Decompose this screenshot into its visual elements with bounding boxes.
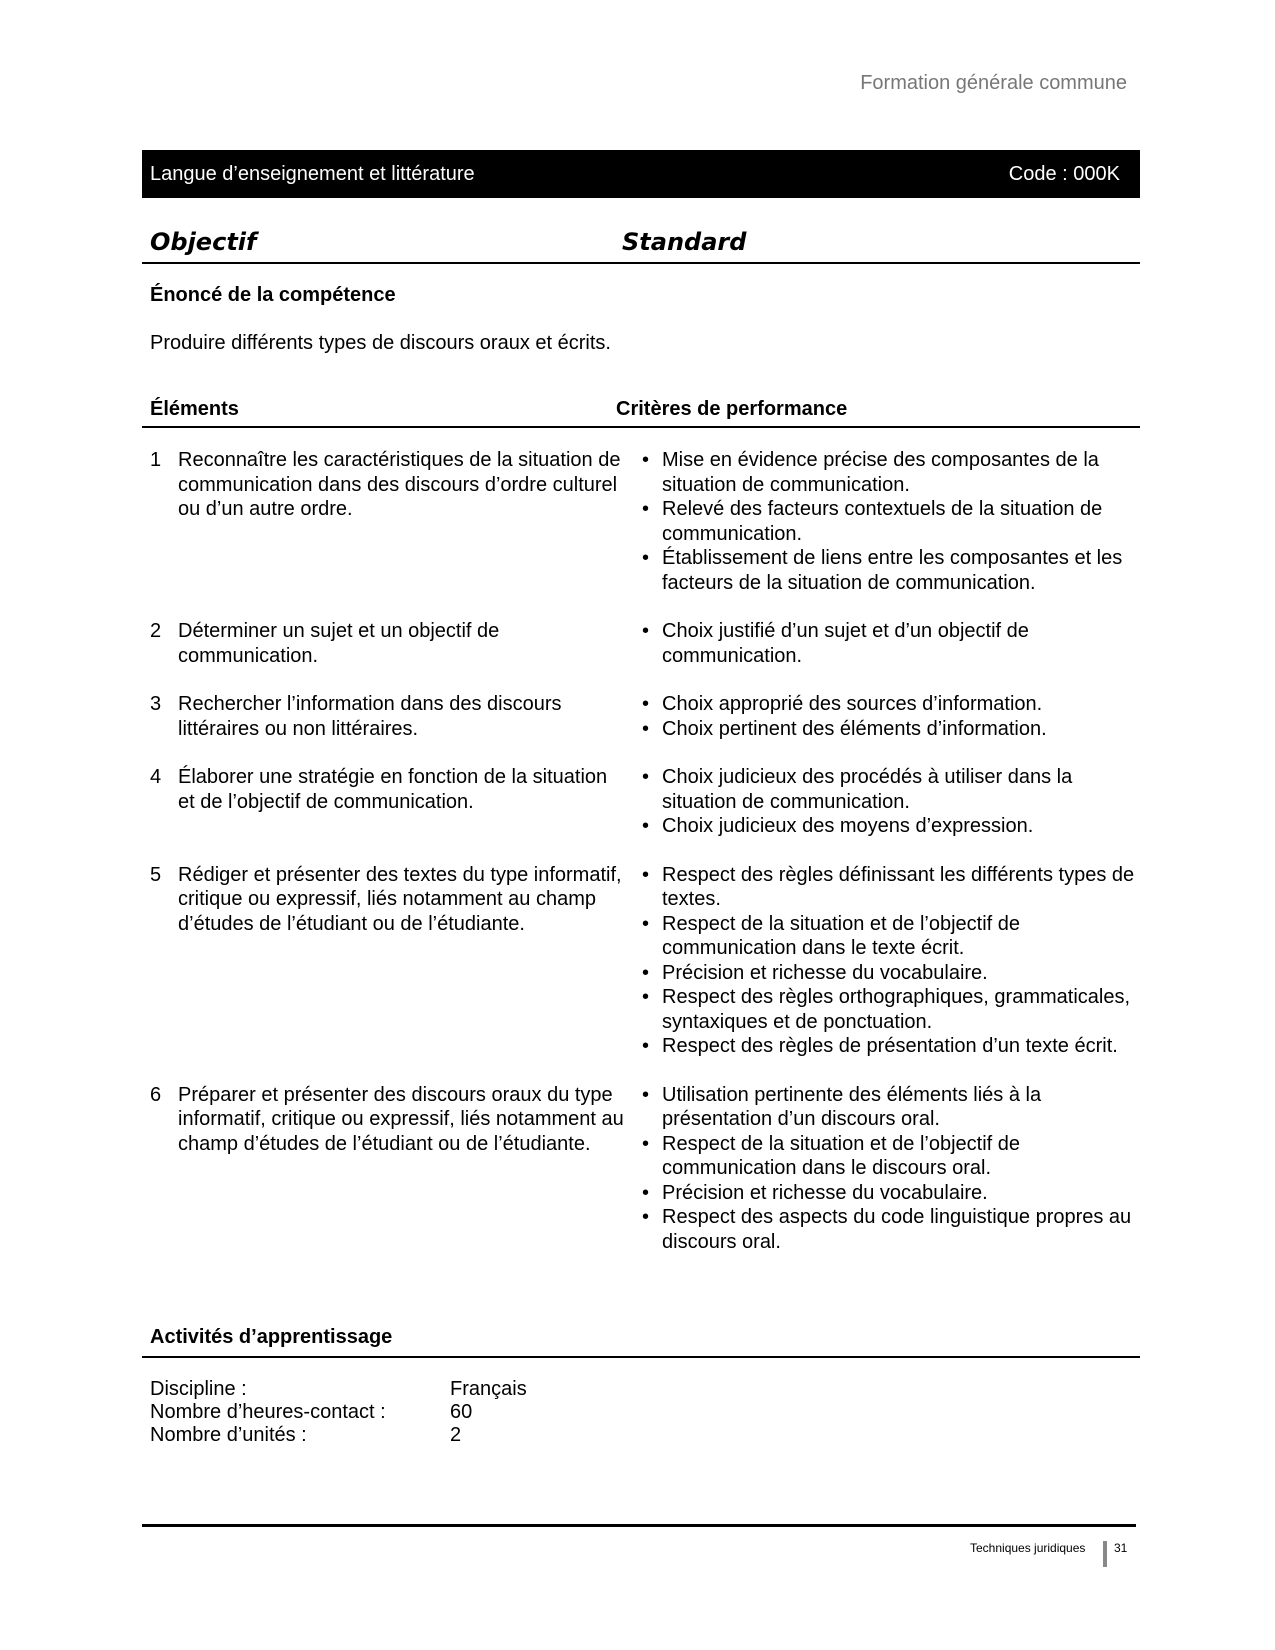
element-cell bbox=[142, 692, 632, 741]
criteria-list bbox=[640, 765, 1140, 839]
standard-heading: Standard bbox=[622, 228, 747, 256]
element-text: Préparer et présenter des discours oraux du type informatif, critique ou expressif, liés notamment au champ d’études de l’étudiant ou de l’étudiante. bbox=[178, 1083, 624, 1155]
criterion-item: • Choix pertinent des éléments d’information. bbox=[640, 717, 1140, 742]
criteria-cell bbox=[632, 619, 1140, 668]
criterion-item: • Choix justifié d’un sujet et d’un objectif de communication. bbox=[640, 619, 1140, 668]
element-cell bbox=[142, 448, 632, 595]
course-code: Code : 000K bbox=[1008, 162, 1120, 185]
table-row bbox=[142, 765, 1140, 839]
element-number: 2 bbox=[150, 620, 162, 642]
element-cell bbox=[142, 1083, 632, 1255]
page-number: 31 bbox=[1114, 1541, 1128, 1555]
footer-divider bbox=[1103, 1541, 1107, 1567]
objectif-heading: Objectif bbox=[150, 228, 257, 256]
criteria-cell bbox=[632, 1083, 1140, 1255]
criterion-item: • Choix judicieux des moyens d’expression. bbox=[640, 814, 1140, 839]
footer-program: Techniques juridiques bbox=[970, 1541, 1086, 1555]
criterion-item: • Respect de la situation et de l’objectif de communication dans le texte écrit. bbox=[640, 912, 1140, 961]
criteria-list bbox=[640, 863, 1140, 1059]
table-row bbox=[142, 619, 1140, 668]
element-number: 4 bbox=[150, 766, 162, 788]
element-cell bbox=[142, 863, 632, 1059]
table-row bbox=[142, 692, 1140, 741]
activity-value: Français bbox=[450, 1378, 527, 1400]
criteria-list bbox=[640, 1083, 1140, 1255]
elements-heading: Éléments bbox=[150, 398, 239, 420]
criteres-heading: Critères de performance bbox=[616, 398, 848, 420]
criterion-item: • Établissement de liens entre les composantes et les facteurs de la situation de communication. bbox=[640, 546, 1140, 595]
criterion-item: • Mise en évidence précise des composantes de la situation de communication. bbox=[640, 448, 1140, 497]
element-number: 5 bbox=[150, 863, 162, 886]
criterion-item: • Respect de la situation et de l’objectif de communication dans le discours oral. bbox=[640, 1132, 1140, 1181]
element-text: Déterminer un sujet et un objectif de communication. bbox=[178, 620, 500, 667]
element-number: 3 bbox=[150, 693, 162, 715]
table-row bbox=[142, 1083, 1140, 1255]
criterion-item: • Respect des règles de présentation d’un texte écrit. bbox=[640, 1034, 1140, 1059]
criterion-item: • Utilisation pertinente des éléments liés à la présentation d’un discours oral. bbox=[640, 1083, 1140, 1132]
criterion-item: • Relevé des facteurs contextuels de la situation de communication. bbox=[640, 497, 1140, 546]
table-row bbox=[142, 863, 1140, 1059]
criterion-item: • Respect des règles orthographiques, grammaticales, syntaxiques et de ponctuation. bbox=[640, 985, 1140, 1034]
criteria-cell bbox=[632, 765, 1140, 839]
element-text: Élaborer une stratégie en fonction de la situation et de l’objectif de communication. bbox=[178, 766, 608, 813]
activity-label: Discipline : bbox=[150, 1378, 247, 1400]
activity-label: Nombre d’heures-contact : bbox=[150, 1401, 386, 1423]
criteria-cell bbox=[632, 692, 1140, 741]
activity-row bbox=[150, 1378, 527, 1401]
elements-table-header bbox=[142, 398, 1140, 428]
element-cell bbox=[142, 765, 632, 839]
table-row bbox=[142, 448, 1140, 595]
criterion-item: • Choix approprié des sources d’information. bbox=[640, 692, 1140, 717]
criterion-item: • Précision et richesse du vocabulaire. bbox=[640, 1181, 1140, 1206]
course-title: Langue d’enseignement et littérature bbox=[150, 162, 475, 185]
element-text: Rédiger et présenter des textes du type informatif, critique ou expressif, liés notamment au champ d’études de l’étudiant ou de l’étudiante. bbox=[178, 863, 622, 935]
criteria-list bbox=[640, 448, 1140, 595]
activity-row bbox=[150, 1401, 527, 1424]
enonce-text: Produire différents types de discours oraux et écrits. bbox=[150, 332, 611, 354]
criterion-item: • Respect des aspects du code linguistique propres au discours oral. bbox=[640, 1205, 1140, 1254]
activity-label: Nombre d’unités : bbox=[150, 1424, 307, 1446]
activites-table bbox=[150, 1378, 527, 1447]
objectif-standard-header bbox=[142, 228, 1140, 264]
criteria-list bbox=[640, 692, 1140, 741]
criterion-item: • Respect des règles définissant les différents types de textes. bbox=[640, 863, 1140, 912]
element-text: Reconnaître les caractéristiques de la situation de communication dans des discours d’ordre culturel ou d’un autre ordre. bbox=[178, 449, 621, 520]
activity-value: 2 bbox=[450, 1424, 462, 1446]
criteria-cell bbox=[632, 448, 1140, 595]
criterion-item: • Choix judicieux des procédés à utiliser dans la situation de communication. bbox=[640, 765, 1140, 814]
elements-table-body bbox=[142, 448, 1140, 1278]
element-number: 1 bbox=[150, 449, 162, 471]
criterion-item: • Précision et richesse du vocabulaire. bbox=[640, 961, 1140, 986]
course-banner bbox=[142, 150, 1140, 198]
enonce-title: Énoncé de la compétence bbox=[150, 284, 396, 306]
footer-rule bbox=[142, 1524, 1136, 1527]
activity-value: 60 bbox=[450, 1401, 473, 1423]
element-cell bbox=[142, 619, 632, 668]
criteria-cell bbox=[632, 863, 1140, 1059]
element-text: Rechercher l’information dans des discours littéraires ou non littéraires. bbox=[178, 693, 562, 740]
criteria-list bbox=[640, 619, 1140, 668]
running-header: Formation générale commune bbox=[860, 72, 1127, 94]
element-number: 6 bbox=[150, 1083, 162, 1106]
activites-title: Activités d’apprentissage bbox=[142, 1326, 1140, 1358]
activity-row bbox=[150, 1424, 527, 1447]
